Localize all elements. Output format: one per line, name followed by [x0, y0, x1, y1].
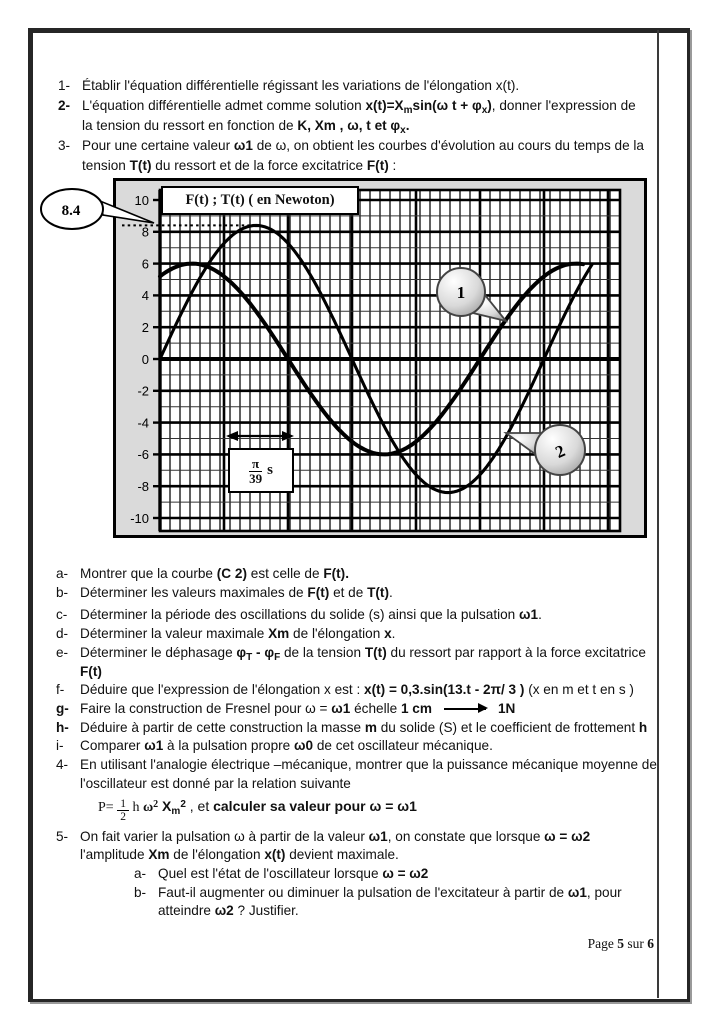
time-scale-box	[228, 448, 294, 493]
question-text: Déduire que l'expression de l'élongation x est : x(t) = 0,3.sin(13.t - 2π/ 3 ) (x en m et t en s )	[80, 682, 634, 698]
question-text: Déterminer le déphasage $\varphi_T - \varphi_F$ de la tension T(t) du ressort par rapport à la force excitatrice F(t)	[80, 644, 646, 679]
question-item	[98, 797, 658, 823]
question-item	[56, 737, 658, 756]
intro-question-list	[58, 76, 650, 176]
question-item	[58, 136, 650, 176]
question-text: Pour une certaine valeur ω1 de ω, on obtient les courbes d'évolution au cours du temps de la tension T(t) du ressort et de la force excitatrice F(t) :	[82, 138, 644, 173]
question-text: Comparer ω1 à la pulsation propre ω0 de cet oscillateur mécanique.	[80, 738, 493, 754]
question-number: 1-	[58, 78, 71, 93]
y-tick-label: 10	[134, 192, 149, 208]
question-number: 3-	[58, 138, 71, 153]
question-item	[56, 756, 658, 793]
question-number: 5-	[56, 828, 69, 844]
y-tick-label: 8	[141, 224, 149, 240]
question-item	[56, 584, 658, 603]
question-text: Établir l'équation différentielle régissant les variations de l'élongation x(t).	[82, 78, 520, 93]
question-number: 2-	[58, 98, 71, 113]
question-number: 4-	[56, 757, 69, 773]
question-text: Déterminer la valeur maximale Xm de l'élongation x.	[80, 626, 396, 642]
question-number: d-	[56, 626, 69, 642]
y-tick-label: -2	[137, 383, 149, 399]
question-item	[56, 719, 658, 738]
max-value-callout	[30, 183, 162, 243]
right-arrow-icon	[444, 708, 486, 710]
question-number: a-	[134, 865, 147, 881]
oscillation-chart	[113, 178, 647, 538]
y-tick-label: 2	[141, 320, 149, 335]
question-number: f-	[56, 682, 65, 698]
question-number: b-	[56, 584, 69, 600]
question-text: Déterminer les valeurs maximales de F(t) et de T(t).	[80, 584, 393, 600]
y-tick-label: 4	[141, 288, 149, 304]
question-number: h-	[56, 719, 69, 735]
question-text: En utilisant l'analogie électrique –mécanique, montrer que la puissance mécanique moyenne de l'oscillateur est donné par la relation suivante	[80, 757, 657, 791]
question-item	[56, 606, 658, 625]
question-text: Faut-il augmenter ou diminuer la pulsation de l'excitateur à partir de ω1, pour atteindre ω2 ? Justifier.	[158, 884, 622, 919]
callout-1-label: 1	[456, 283, 466, 302]
y-tick-label: -4	[137, 415, 149, 431]
oscillation-graph	[116, 181, 644, 535]
question-number: b-	[134, 884, 147, 900]
question-item	[58, 96, 650, 136]
question-number: e-	[56, 644, 69, 660]
callout-2-label: 2	[552, 441, 568, 462]
question-number: i-	[56, 738, 64, 754]
question-number: a-	[56, 566, 69, 581]
question-item	[58, 76, 650, 96]
question-item	[56, 700, 658, 719]
footer-page-number: Page 5 sur 6	[587, 936, 654, 951]
y-tick-label: 6	[141, 256, 149, 272]
question-item	[56, 565, 658, 584]
question-text: Déduire à partir de cette construction la masse m du solide (S) et le coefficient de frottement h	[80, 719, 648, 735]
question-number: c-	[56, 607, 68, 623]
question-item	[56, 828, 658, 865]
question-text: Quel est l'état de l'oscillateur lorsque ω = ω2	[158, 865, 429, 881]
question-text: P= $\frac{1}{2}$ h $\omega^2$ $X_m^2$ , et calculer sa valeur pour ω = ω1	[98, 798, 417, 824]
y-tick-label: 0	[141, 351, 149, 367]
question-text: On fait varier la pulsation ω à partir de la valeur ω1, on constate que lorsque ω = ω2 l'amplitude Xm de l'élongation x(t) devient maximale.	[80, 828, 591, 863]
y-tick-label: -10	[130, 510, 149, 526]
y-tick-label: -8	[137, 479, 149, 494]
question-item	[134, 884, 658, 921]
question-item	[56, 681, 658, 700]
question-number: g-	[56, 700, 69, 716]
y-tick-label: -6	[137, 447, 149, 463]
question-text: Faire la construction de Fresnel pour ω = ω1 échelle 1 cm 1N	[80, 700, 516, 716]
question-item	[56, 644, 658, 681]
scale-unit: s	[267, 462, 273, 478]
question-text: Déterminer la période des oscillations du solide (s) ainsi que la pulsation ω1.	[80, 607, 542, 623]
question-text: Montrer que la courbe (C 2) est celle de F(t).	[80, 566, 349, 581]
main-question-list	[56, 565, 658, 921]
question-item	[56, 625, 658, 644]
question-text: L'équation différentielle admet comme solution $x(t)=X_m\sin(\omega$ $t + \varphi_x$), donner l'expression de la tension du ressort en fonction de K, Xm , ω, t et $\varphi_x$.	[82, 98, 636, 136]
question-item	[134, 865, 658, 884]
scale-fraction: $\frac{\pi}{39}$	[249, 455, 263, 486]
max-value-label: 8.4	[61, 203, 81, 219]
chart-title-box: F(t) ; T(t) ( en Newoton)	[161, 186, 359, 215]
